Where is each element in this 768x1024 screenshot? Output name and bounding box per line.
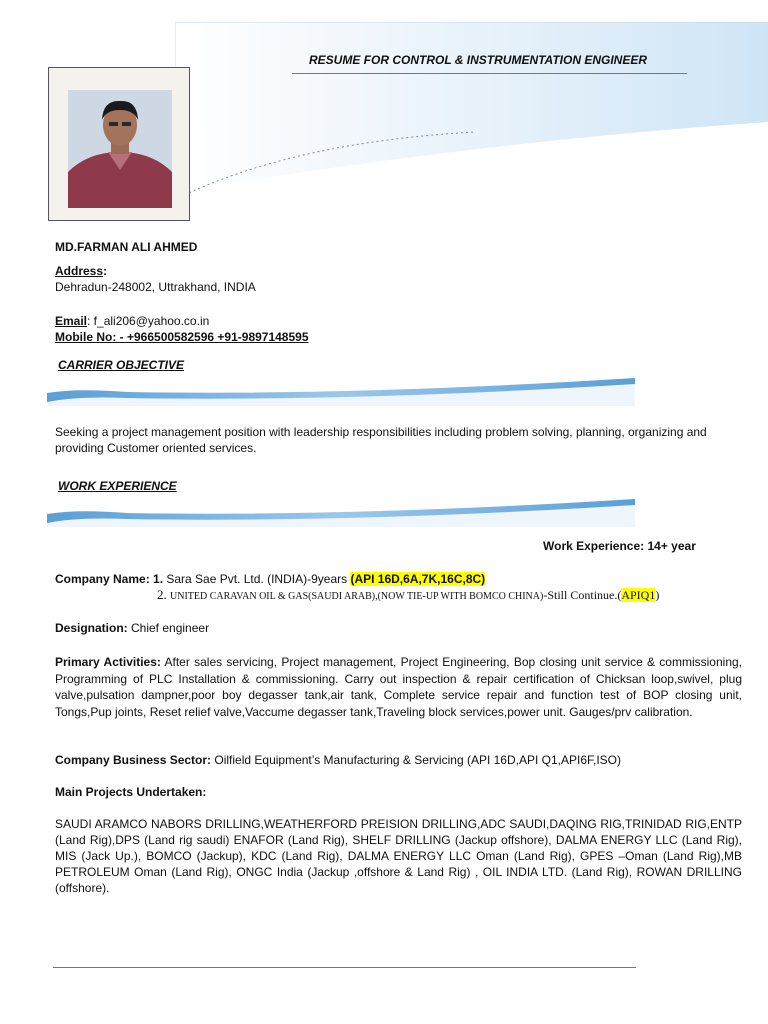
company-2-status: -Still Continue.( xyxy=(543,588,622,602)
title-underline xyxy=(292,73,687,74)
designation-label: Designation: xyxy=(55,621,128,635)
sector-label: Company Business Sector: xyxy=(55,753,212,767)
email-label: Email xyxy=(55,314,88,328)
company-label: Company Name: 1. xyxy=(55,572,167,586)
address-text: Dehradun-248002, Uttrakhand, INDIA xyxy=(55,280,256,294)
company-1-certifications: (API 16D,6A,7K,16C,8C) xyxy=(350,572,486,586)
activities-paragraph xyxy=(55,654,742,720)
address-heading xyxy=(55,263,107,279)
designation-line xyxy=(55,620,209,636)
company-2-number: 2. xyxy=(157,587,170,602)
page-title: RESUME FOR CONTROL & INSTRUMENTATION ENGINEER xyxy=(309,53,648,67)
company-2-close: ) xyxy=(655,588,660,602)
total-experience: Work Experience: 14+ year xyxy=(543,539,696,553)
sector-line xyxy=(55,752,621,768)
company-line-2 xyxy=(157,587,659,605)
footer-rule xyxy=(53,967,636,968)
objective-text: Seeking a project management position with leadership responsibilities including problem solving, planning, organizing and providing Customer oriented services. xyxy=(55,425,707,455)
designation-value: Chief engineer xyxy=(127,621,210,635)
objective-heading: CARRIER OBJECTIVE xyxy=(58,358,185,372)
profile-photo xyxy=(68,90,172,208)
address-label: Address xyxy=(55,264,104,278)
company-line-1 xyxy=(55,571,485,587)
sector-value: Oilfield Equipment’s Manufacturing & Servicing (API 16D,API Q1,API6F,ISO) xyxy=(211,753,622,767)
activities-text: After sales servicing, Project management, Project Engineering, Bop closing unit service & commissioning, Programming of PLC Installation & commissioning. Carry out inspection & repair certification of Chicksan loop,swivel, plug valve,pulsation dampner,poor boy degasser tank,air tank, Complete service repair and function test of BOP closing unit, Tongs,Pup joints, Reset relief valve,Vaccume degasser tank,Traveling block services,power unit. Gauges/prv calibration. xyxy=(55,655,742,719)
company-2-certification: APIQ1 xyxy=(621,588,656,602)
activities-label: Primary Activities: xyxy=(55,655,161,669)
address-colon: : xyxy=(103,264,108,278)
email-value: : f_ali206@yahoo.co.in xyxy=(87,314,210,328)
work-banner-wave xyxy=(47,497,635,527)
company-2-name: UNITED CARAVAN OIL & GAS(SAUDI ARAB),(NOW TIE-UP WITH BOMCO CHINA) xyxy=(170,591,544,602)
company-1-name: Sara Sae Pvt. Ltd. (INDIA)-9years xyxy=(166,572,351,586)
objective-banner-wave xyxy=(47,376,635,406)
email-line xyxy=(55,313,209,329)
candidate-name: MD.FARMAN ALI AHMED xyxy=(55,240,198,254)
header-swoosh-decoration xyxy=(175,22,768,222)
projects-text: SAUDI ARAMCO NABORS DRILLING,WEATHERFORD PREISION DRILLING,ADC SAUDI,DAQING RIG,TRINIDAD RIG,ENTP (Land Rig),DPS (Land rig saudi) ENAFOR (Land Rig), SHELF DRILLING (Jackup offshore), DALMA ENERGY LLC (Land Rig), MIS (Jack Up.), BOMCO (Jackup), KDC (Land Rig), DALMA ENERGY LLC Oman (Land Rig), GPES –Oman (Land Rig),MB PETROLEUM Oman (Land Rig), ONGC India (Jackup ,offshore & Land Rig) , OIL INDIA LTD. (Land Rig), ROWAN DRILLING (offshore). xyxy=(55,817,742,895)
mobile-line: Mobile No: - +966500582596 +91-9897148595 xyxy=(55,330,309,344)
projects-heading: Main Projects Undertaken: xyxy=(55,785,207,799)
work-heading: WORK EXPERIENCE xyxy=(58,479,177,493)
